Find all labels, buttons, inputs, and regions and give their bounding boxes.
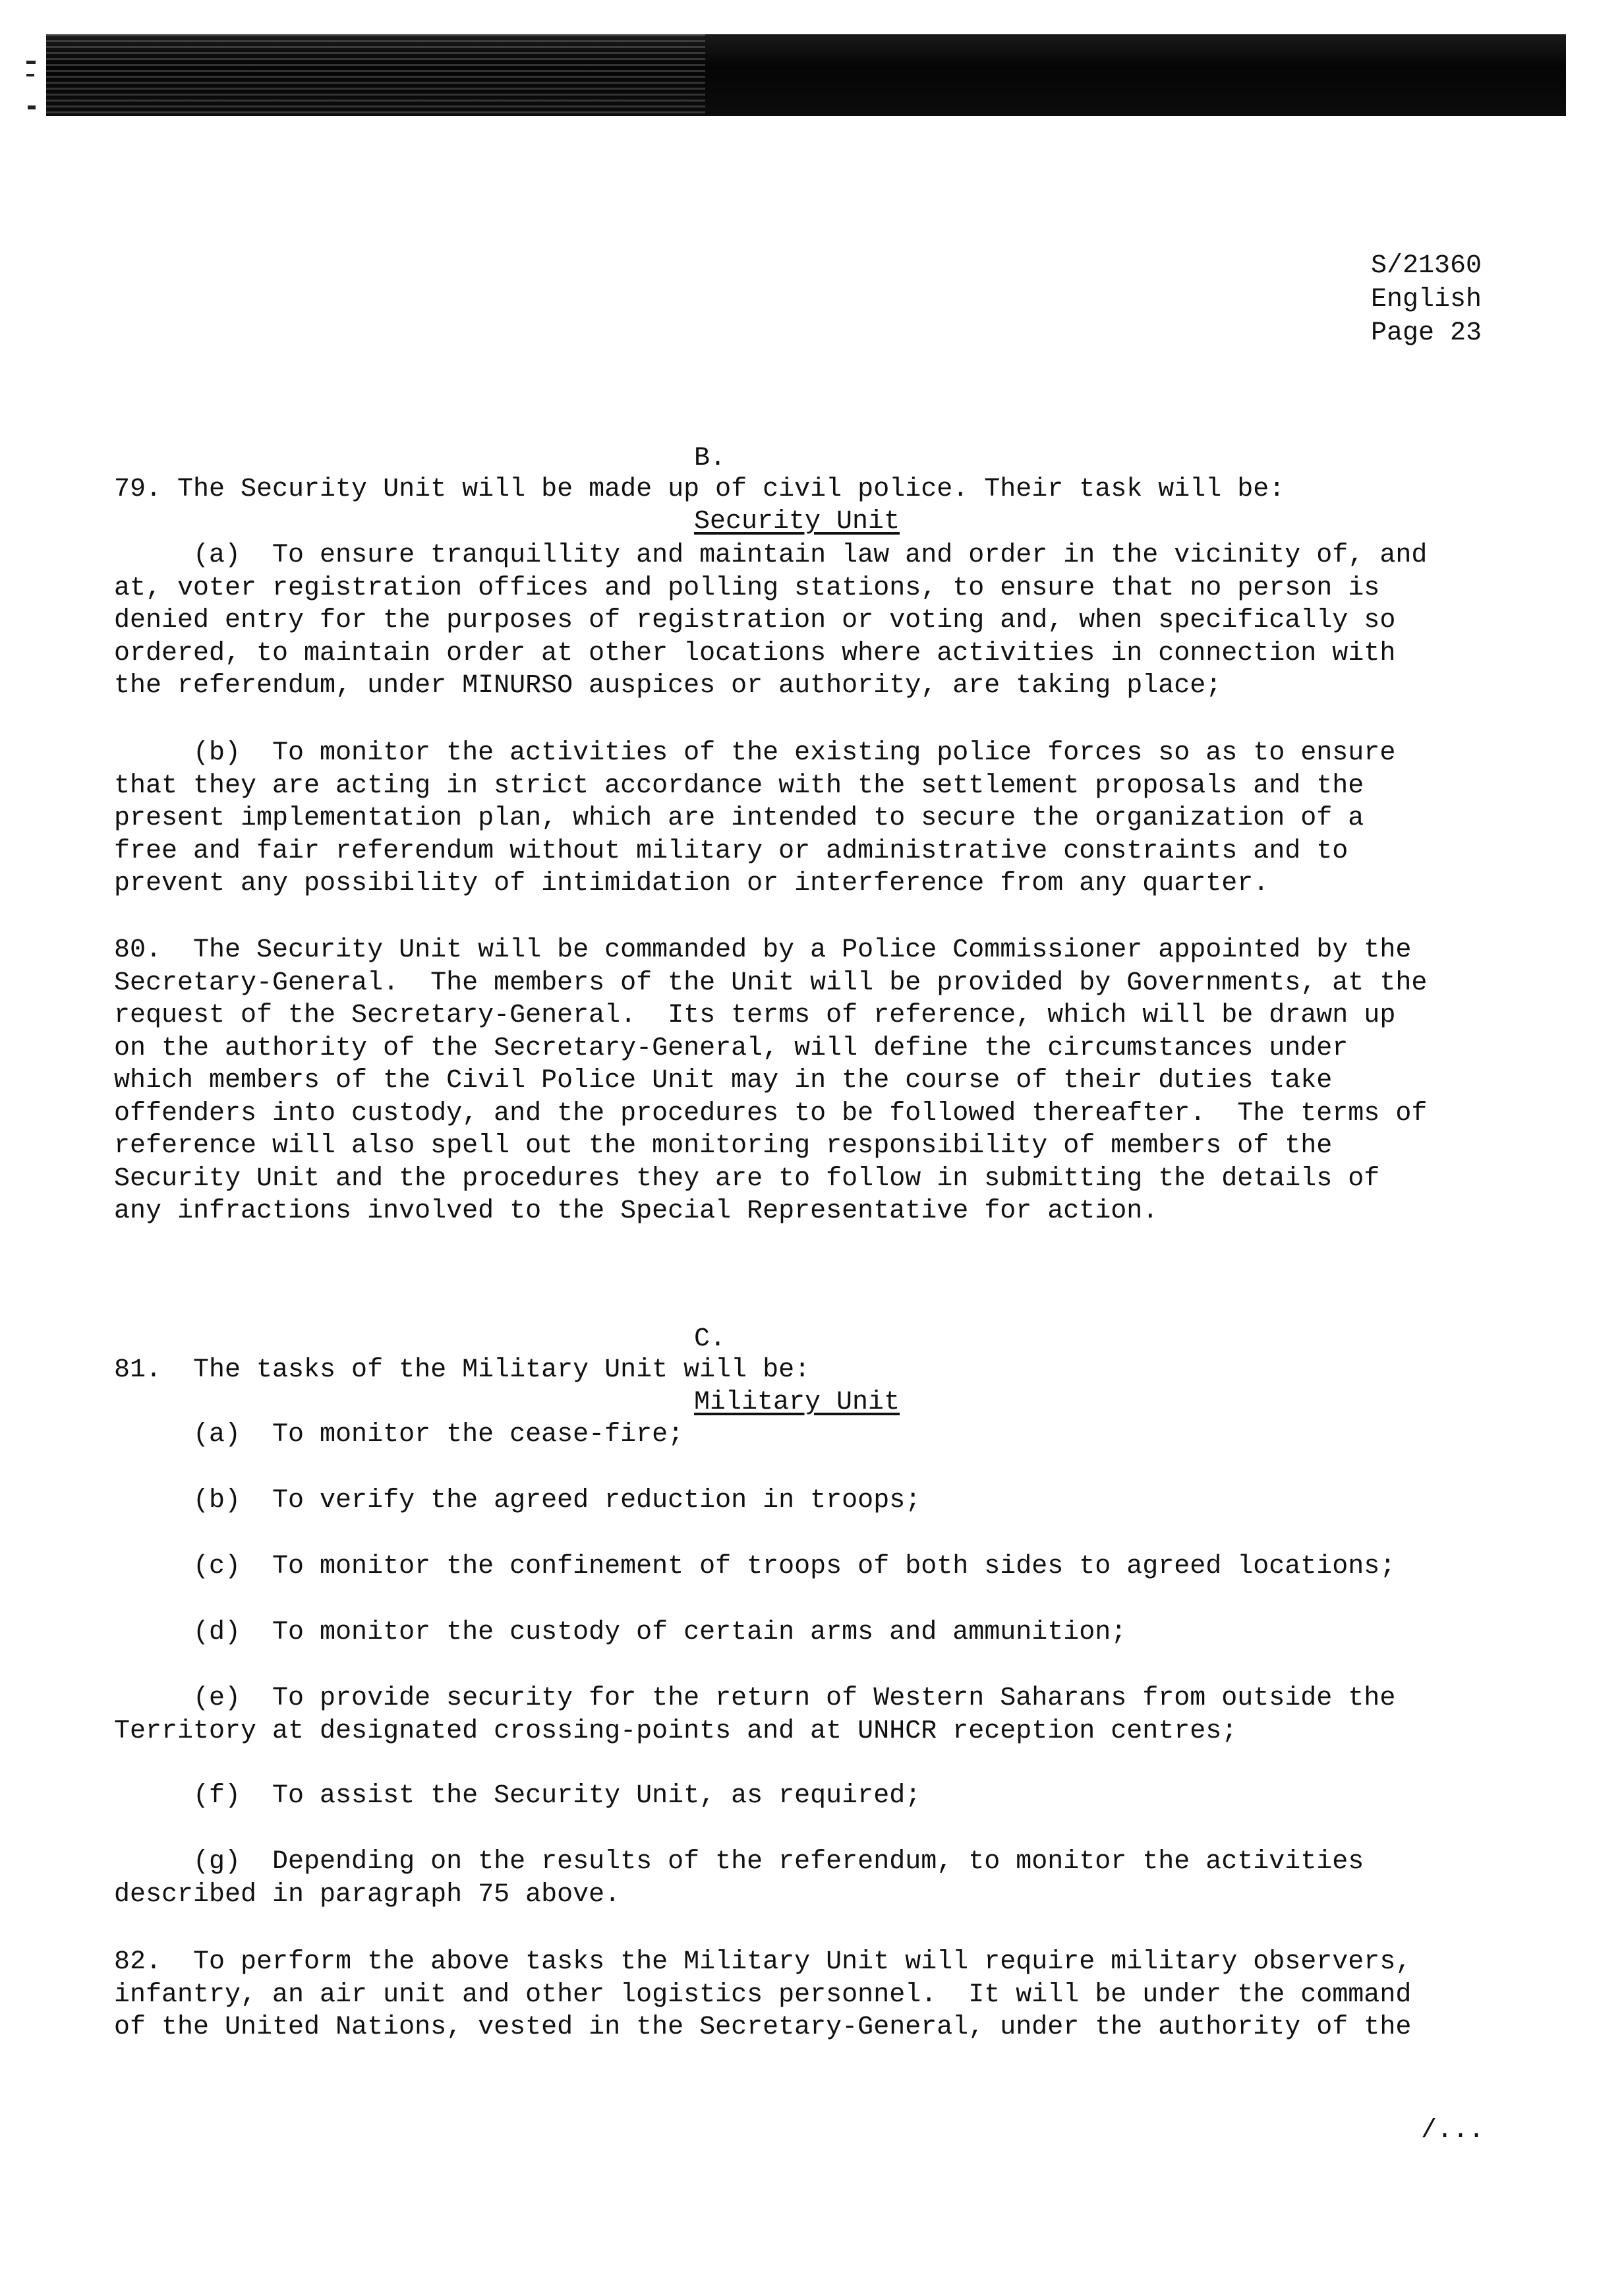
scan-speck: [26, 61, 36, 64]
section-title: Security Unit: [694, 507, 900, 537]
paragraph-81-item-c: (c) To monitor the confinement of troops of both sides to agreed locations;: [114, 1552, 1396, 1581]
section-title: Military Unit: [694, 1388, 900, 1417]
paragraph-81-item-a: (a) To monitor the cease-fire;: [114, 1420, 684, 1450]
scan-speck: [28, 105, 36, 109]
paragraph-81-intro: 81. The tasks of the Military Unit will be:: [114, 1355, 811, 1385]
document-header: [1371, 249, 1482, 350]
document-symbol: S/21360: [1371, 251, 1482, 281]
scan-speck: [26, 74, 34, 76]
section-letter: C.: [694, 1324, 726, 1354]
paragraph-81-item-e: (e) To provide security for the return of Western Saharans from outside the Territory at designated crossing-points and at UNHCR reception centres;: [114, 1684, 1396, 1746]
paragraph-82: 82. To perform the above tasks the Military Unit will require military observers, infantry, an air unit and other logistics personnel. It will be under the command of the United Nations, vested in the Secretary-General, under the authority of the: [114, 1947, 1412, 2042]
continuation-mark: /...: [1421, 2116, 1485, 2146]
section-letter: B.: [694, 444, 726, 473]
paragraph-79-intro: 79. The Security Unit will be made up of civil police. Their task will be:: [114, 475, 1285, 504]
paragraph-79-item-b: (b) To monitor the activities of the existing police forces so as to ensure that they are acting in strict accordance with the settlement proposals and the present implementation plan, which are intended to secure the organization of a free and fair referendum without military or administrative constraints and to prevent any possibility of intimidation or interference from any quarter.: [114, 738, 1396, 898]
document-language: English: [1371, 285, 1482, 314]
paragraph-79-item-a: (a) To ensure tranquillity and maintain law and order in the vicinity of, and at, voter registration offices and polling stations, to ensure that no person is denied entry for the purposes of registration or voting and, when specifically so ordered, to maintain order at other locations where activities in connection with the referendum, under MINURSO auspices or authority, are taking place;: [114, 541, 1428, 701]
paragraph-81-item-g: (g) Depending on the results of the referendum, to monitor the activities described in paragraph 75 above.: [114, 1847, 1364, 1910]
paragraph-81-item-d: (d) To monitor the custody of certain arms and ammunition;: [114, 1618, 1127, 1647]
page-number: Page 23: [1371, 318, 1482, 348]
paragraph-81-item-f: (f) To assist the Security Unit, as required;: [114, 1781, 921, 1811]
paragraph-81-item-b: (b) To verify the agreed reduction in troops;: [114, 1486, 921, 1515]
scan-artifact-bar: [46, 34, 1566, 116]
paragraph-80: 80. The Security Unit will be commanded by a Police Commissioner appointed by the Secretary-General. The members of the Unit will be provided by Governments, at the request of the Secretary-General. Its terms of reference, which will be drawn up on the authority of the Secretary-General, will define the circumstances under which members of the Civil Police Unit may in the course of their duties take offenders into custody, and the procedures to be followed thereafter. The terms of reference will also spell out the monitoring responsibility of members of the Security Unit and the procedures they are to follow in submitting the details of any infractions involved to the Special Representative for action.: [114, 935, 1428, 1226]
